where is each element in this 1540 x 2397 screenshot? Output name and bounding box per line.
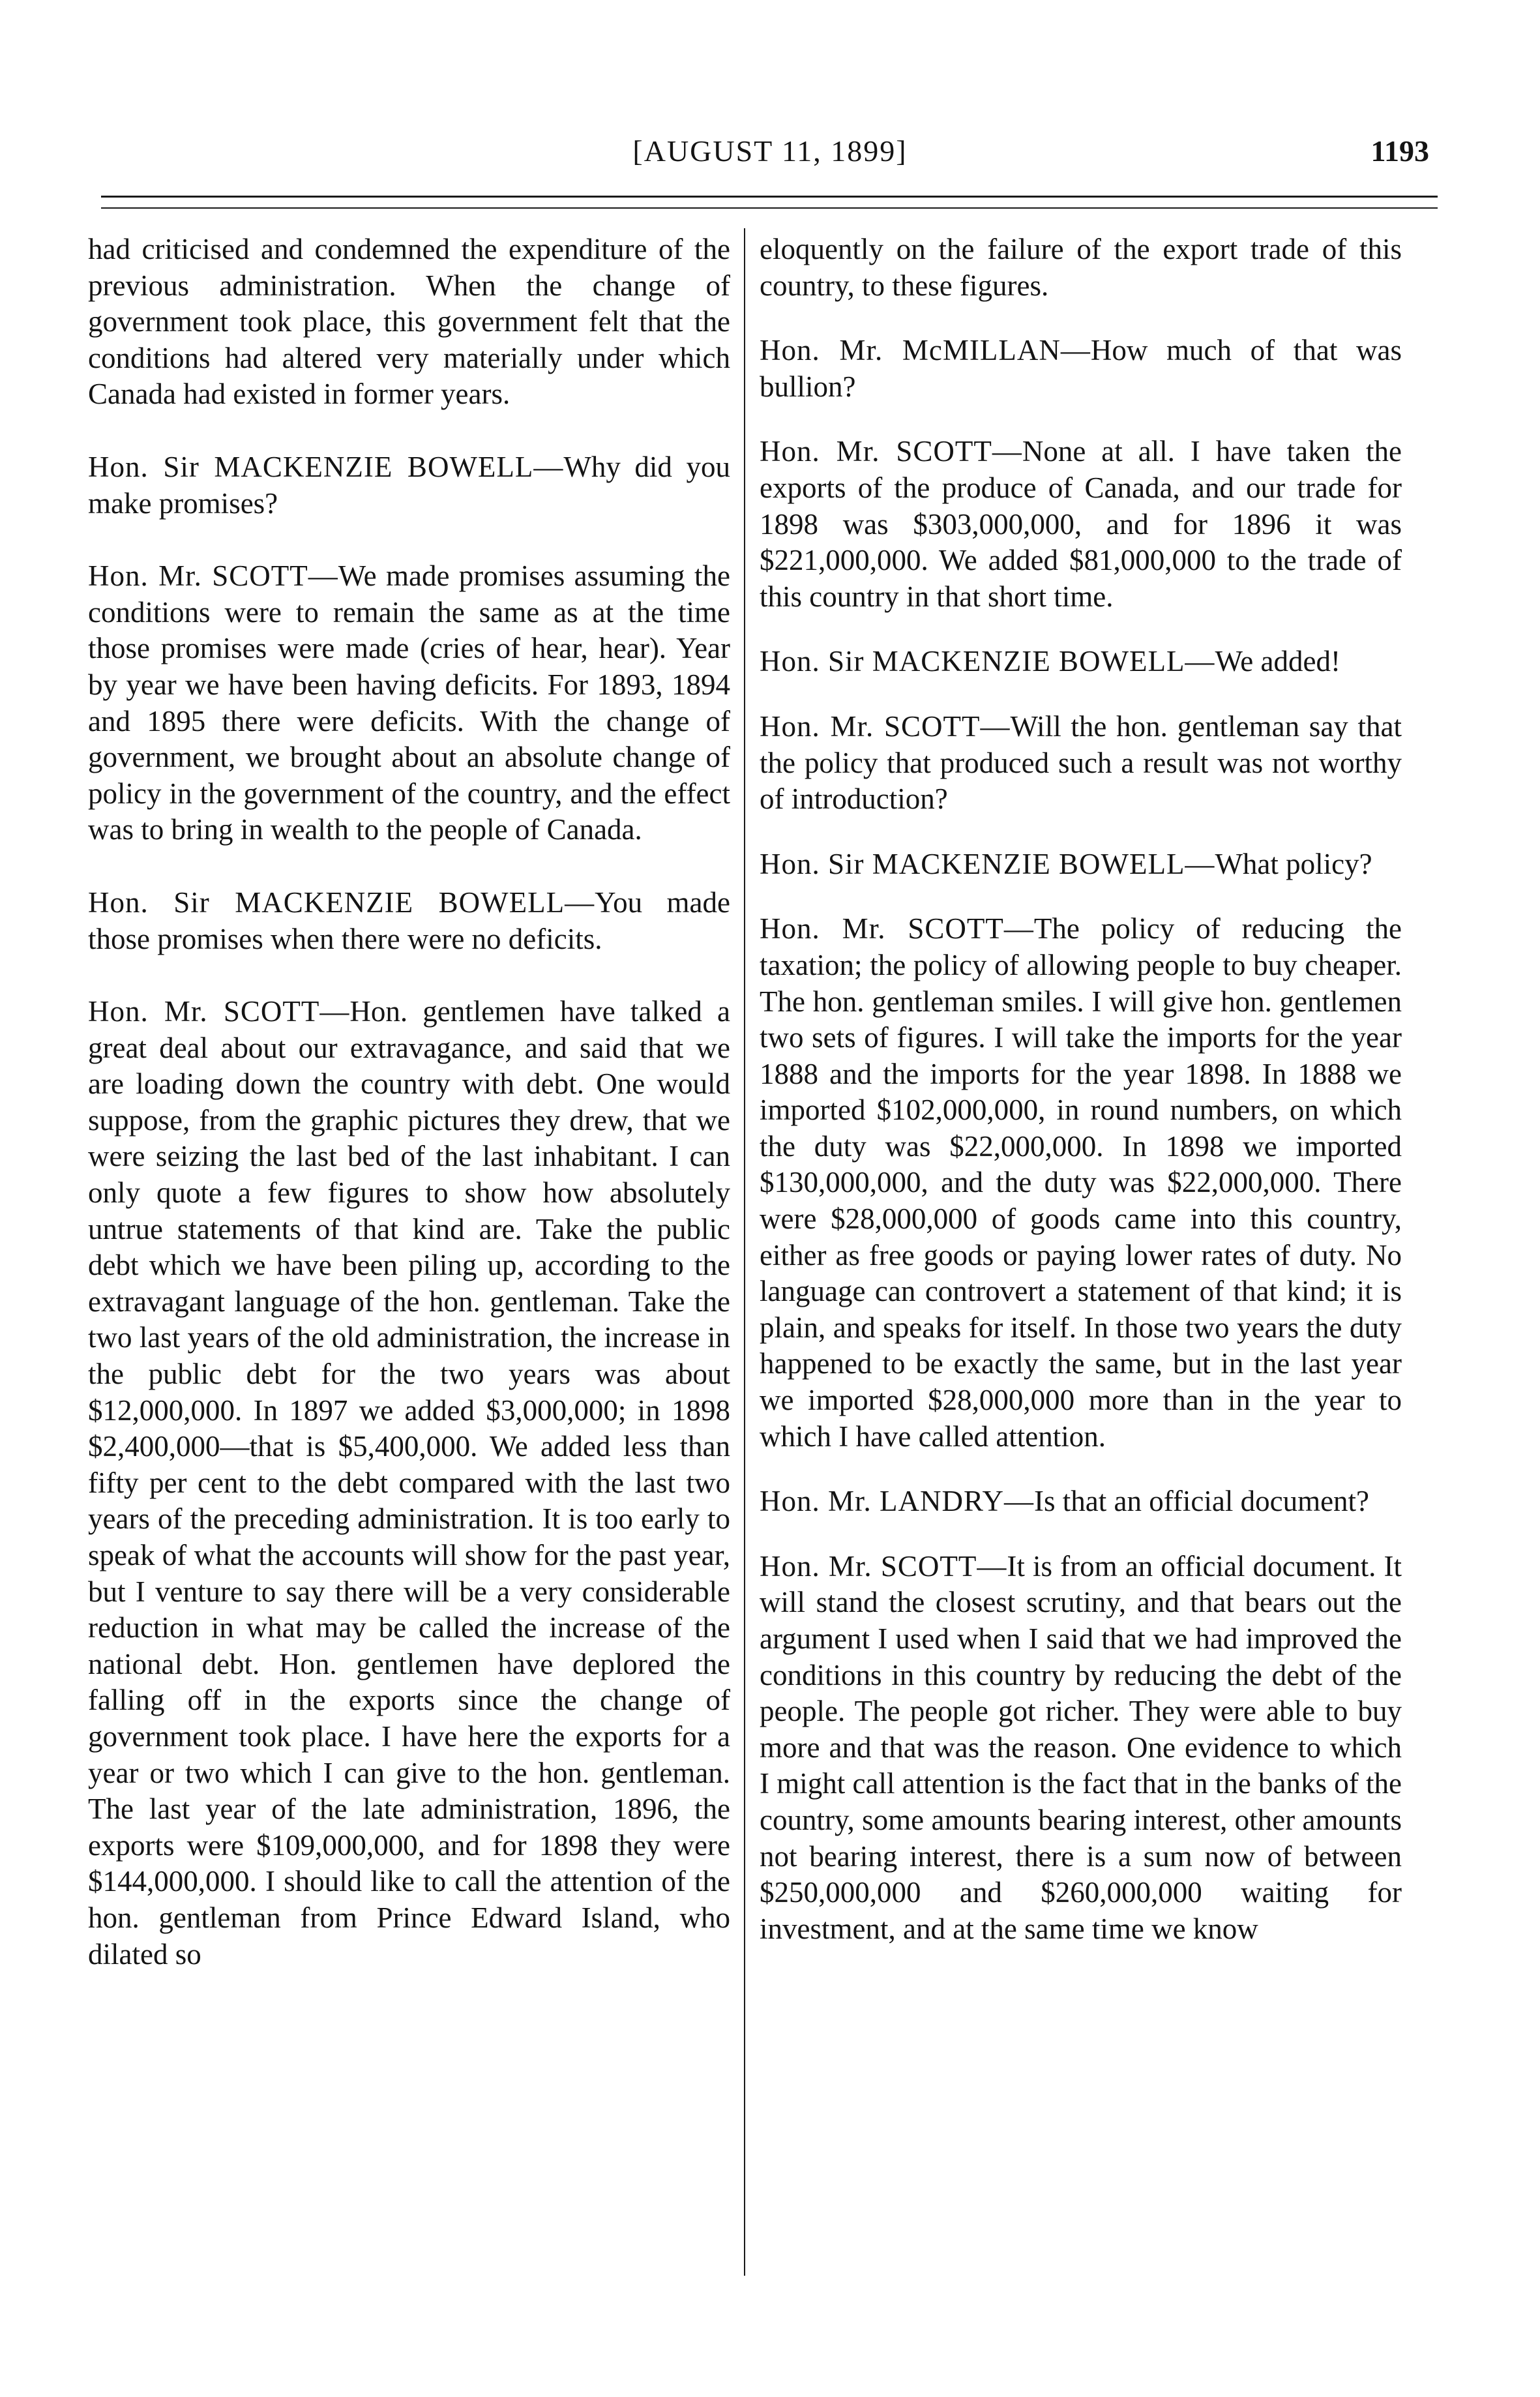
speaker-name: Hon. Mr. LANDRY— [760, 1485, 1035, 1518]
header-rule-thin [101, 207, 1438, 209]
speech [760, 1483, 1402, 1520]
speaker-name: Hon. Mr. McMILLAN— [760, 334, 1091, 367]
speech [88, 558, 730, 848]
speech-text: Is that an official document? [1034, 1485, 1370, 1518]
speech-text: Will the hon. gentleman say that the policy that produced such a result was not worthy of introduction? [760, 709, 1402, 816]
speech [88, 449, 730, 522]
paragraph-text: had criticised and condemned the expenditure of the previous administration. When the change of government took place, this government felt that the conditions had altered very materially under which Canada had existed in former years. [88, 233, 730, 411]
speech-text: The policy of reducing the taxation; the policy of allowing people to buy cheaper. The hon. gentleman smiles. I will give hon. gentlemen two sets of figures. I will take the imports for the year 1888 and the imports for the year 1898. In 1888 we imported $102,000,000, in round numbers, on which the duty was $22,000,000. In 1898 we imported $130,000,000, and the duty was $22,000,000. There were $28,000,000 of goods came into this country, either as free goods or paying lower rates of duty. No language can controvert a statement of that kind; it is plain, and speaks for itself. In those two years the duty happened to be exactly the same, but in the last year we imported $28,000,000 more than in the year to which I have called attention. [760, 912, 1402, 1453]
speech [760, 434, 1402, 615]
speech-text: None at all. I have taken the exports of the produce of Canada, and our trade for 1898 was $303,000,000, and for 1896 it was $221,000,000. We added $81,000,000 to the trade of this country in that short time. [760, 435, 1402, 613]
speech-text: What policy? [1215, 847, 1372, 880]
speaker-name: Hon. Sir MACKENZIE BOWELL— [760, 847, 1215, 880]
speech [760, 709, 1402, 818]
speaker-name: Hon. Sir MACKENZIE BOWELL— [88, 886, 595, 919]
paragraph-text: eloquently on the failure of the export trade of this country, to these figures. [760, 233, 1402, 302]
page-header [0, 134, 1540, 173]
speech [760, 846, 1402, 883]
column-divider [744, 228, 745, 2276]
left-column [88, 231, 730, 1973]
speaker-name: Hon. Sir MACKENZIE BOWELL— [760, 645, 1215, 678]
speaker-name: Hon. Mr. SCOTT— [88, 559, 338, 593]
speech [760, 644, 1402, 680]
header-rule [101, 196, 1438, 198]
speech [760, 911, 1402, 1455]
page-date: [AUGUST 11, 1899] [632, 134, 908, 168]
page-number: 1193 [1370, 134, 1429, 168]
paragraph [88, 231, 730, 413]
speech-text: How much of that was bullion? [760, 334, 1402, 403]
speech [760, 333, 1402, 405]
speech-text: Why did you make promises? [88, 450, 730, 520]
speech [88, 994, 730, 1973]
speaker-name: Hon. Mr. SCOTT— [760, 435, 1022, 468]
speech-text: You made those promises when there were no deficits. [88, 886, 730, 955]
speaker-name: Hon. Sir MACKENZIE BOWELL— [88, 450, 564, 483]
speech [88, 885, 730, 957]
speaker-name: Hon. Mr. SCOTT— [760, 912, 1034, 945]
speech [760, 1549, 1402, 1948]
right-column [760, 231, 1402, 1947]
speaker-name: Hon. Mr. SCOTT— [88, 995, 350, 1028]
speech-text: Hon. gentlemen have talked a great deal about our extravagance, and said that we are loading down the country with debt. One would suppose, from the graphic pictures they drew, that we were seizing the last bed of the last inhabitant. I can only quote a few figures to show how absolutely untrue statements of that kind are. Take the public debt which we have been piling up, according to the extravagant language of the hon. gentleman. Take the two last years of the old administration, the increase in the public debt for the two years was about $12,000,000. In 1897 we added $3,000,000; in 1898 $2,400,000—that is $5,400,000. We added less than fifty per cent to the debt compared with the last two years of the preceding administration. It is too early to speak of what the accounts will show for the past year, but I venture to say there will be a very considerable reduction in what may be called the increase of the national debt. Hon. gentlemen have deplored the falling off in the exports since the change of government took place. I have here the exports for a year or two which I can give to the hon. gentleman. The last year of the late administration, 1896, the exports were $109,000,000, and for 1898 they were $144,000,000. I should like to call the attention of the hon. gentleman from Prince Edward Island, who dilated so [88, 995, 731, 1971]
speaker-name: Hon. Mr. SCOTT— [760, 1549, 1007, 1583]
speech-text: We added! [1215, 645, 1340, 678]
paragraph [760, 231, 1402, 304]
speech-text: We made promises assuming the conditions were to remain the same as at the time those promises were made (cries of hear, hear). Year by year we have been having deficits. For 1893, 1894 and 1895 there were deficits. With the change of government, we brought about an absolute change of policy in the government of the country, and the effect was to bring in wealth to the people of Canada. [88, 559, 730, 846]
speaker-name: Hon. Mr. SCOTT— [760, 709, 1011, 743]
speech-text: It is from an official document. It will stand the closest scrutiny, and that bears out the argument I used when I said that we had improved the conditions in this country by reducing the debt of the people. The people got richer. They were able to buy more and that was the reason. One evidence to which I might call attention is the fact that in the banks of the country, some amounts bearing interest, other amounts not bearing interest, there is a sum now of between $250,000,000 and $260,000,000 waiting for investment, and at the same time we know [760, 1549, 1402, 1945]
